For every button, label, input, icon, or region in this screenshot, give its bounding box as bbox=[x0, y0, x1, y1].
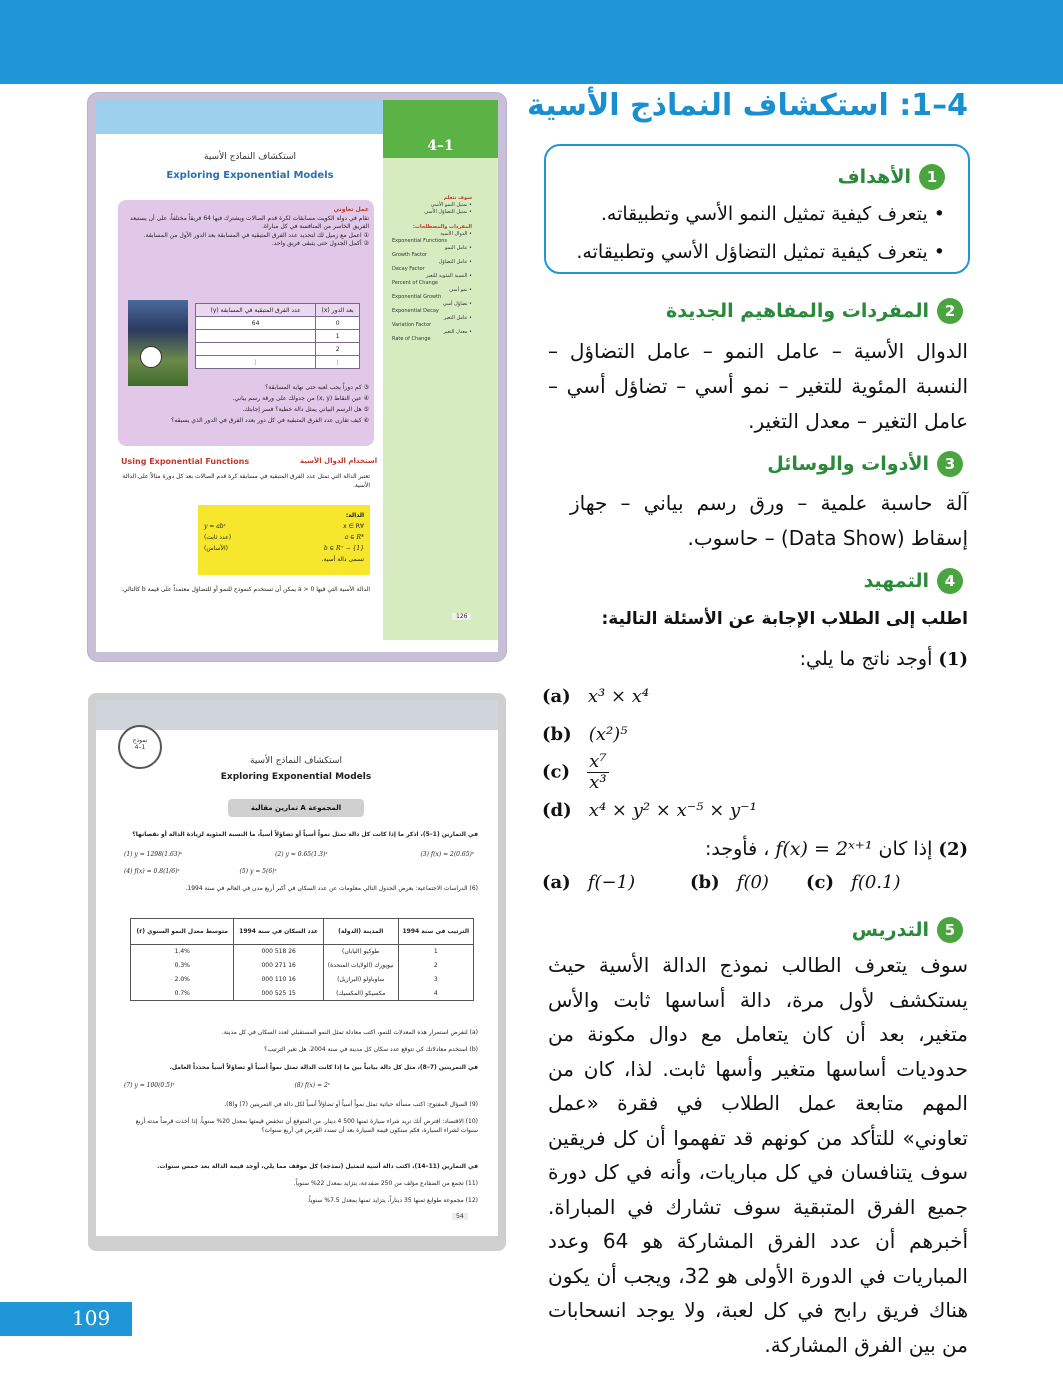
table-cell: 2.0% bbox=[131, 973, 234, 987]
q2-part-b bbox=[690, 872, 769, 893]
page-number: 109 bbox=[72, 1306, 111, 1330]
definition-heading: الدالة: bbox=[345, 512, 364, 519]
thumbnail-title-ar: استكشاف النماذج الأسية bbox=[250, 756, 342, 766]
table-header: عدد الفرق المتبقية في المسابقة (y) bbox=[196, 304, 316, 317]
teaching-text: سوف يتعرف الطالب نموذج الدالة الأسية حيث يستكشف لأول مرة، دالة أساسها ثابت والأس متغير، بعد أن كان يتعامل مع دوال مكونة من حدوديات أساسها متغير وأسها ثابت. لذا، كان من المهم متابعة عمل الطلاب في فقرة «عمل تعاوني» للتأكد من كونهم قد تفهموا أن كل فريقين سوف يتنافسان في كل مباريات، وأنه في كل دورة جميع الفرق المتبقية سوف تشارك في المباراة. أخبرهم أن عدد الفرق المشاركة هو 64 وعدد المباريات في الدورة الأولى هو 32، ويجب أن يكون هناك فريق رابح في كل لعبة، ولا يوجد انسحابات من بين الفرق المشاركة. bbox=[548, 953, 969, 1357]
subheading-en: Using Exponential Functions bbox=[121, 457, 250, 466]
section-title: الأهداف bbox=[837, 166, 911, 188]
table-cell bbox=[196, 343, 316, 356]
table-header: بعد الدور (x) bbox=[316, 304, 360, 317]
definition-row bbox=[204, 543, 364, 554]
exercise-row bbox=[124, 1082, 474, 1089]
sidebar-item-text: تمثيل النمو الأسي bbox=[430, 202, 468, 208]
vocab-en: Exponential Decay bbox=[392, 308, 439, 314]
thumbnail-page-number: 54 bbox=[452, 1213, 468, 1220]
vocab-ar: تضاؤل أسي bbox=[442, 301, 468, 307]
exercise-text: (a) لنفرض استمرار هذه المعدلات للنمو، اكتب معادلة تمثل النمو المستقبلي لعدد السكان في كل مدينة. bbox=[221, 1029, 478, 1036]
section-title: التمهيد bbox=[863, 570, 929, 592]
badge-label: نموذج bbox=[132, 737, 148, 744]
q1-part-b bbox=[542, 724, 627, 745]
page-title bbox=[527, 88, 968, 123]
part-label: (c) bbox=[542, 761, 570, 783]
table-cell: مكسيكو (المكسيك) bbox=[323, 987, 398, 1001]
denominator: x³ bbox=[589, 772, 607, 793]
exercise-text: (12) مجموعة طوابع ثمنها 35 ديناراً، يتزايد ثمنها بمعدل 7.5% سنوياً. bbox=[307, 1197, 478, 1204]
exercise-text: (b) استخدم معادلاتك كي تتوقع عدد سكان كل مدينة في سنة 2004. هل تغير الترتيب؟ bbox=[264, 1046, 478, 1053]
badge-number: 4–1 bbox=[134, 744, 146, 751]
sidebar-item-text: تمثيل التضاؤل الأسي bbox=[424, 209, 468, 215]
exercise-text: (11) تجمع من الضفادع مؤلف من 250 ضفدعة، يتزايد بمعدل 22% سنوياً. bbox=[293, 1180, 478, 1187]
section-number-badge: 2 bbox=[937, 298, 963, 324]
exercise-item: (1) y = 1298(1.63)ˣ bbox=[124, 851, 183, 858]
table-cell: 0 bbox=[316, 317, 360, 330]
vocab-ar: عامل التغير bbox=[443, 315, 468, 321]
part-label: (a) bbox=[542, 686, 571, 707]
thumbnail-title-en: Exploring Exponential Models bbox=[166, 170, 334, 181]
vocab-entry: • معدل التغير Rate of Change bbox=[392, 329, 472, 342]
population-table bbox=[130, 918, 474, 1001]
table-header: متوسط معدل النمو السنوي (r) bbox=[131, 919, 234, 945]
vocab-entry: • عامل النمو Growth Factor bbox=[392, 245, 472, 258]
vocab-ar: عامل النمو bbox=[444, 245, 468, 251]
table-row bbox=[196, 343, 360, 356]
section-number-badge: 3 bbox=[937, 451, 963, 477]
football-players-photo bbox=[128, 300, 188, 386]
part-label: (a) bbox=[542, 872, 571, 893]
exercise-item: (7) y = 100(0.5)ˣ bbox=[124, 1082, 175, 1089]
definition-row bbox=[204, 532, 364, 543]
question-text: إذا كان bbox=[878, 838, 933, 860]
exercise-item: (3) f(x) = 2(0.65)ˣ bbox=[420, 851, 474, 858]
vocab-en: Exponential Functions bbox=[392, 238, 448, 244]
q1-part-a bbox=[542, 686, 649, 707]
sidebar-heading: سوف تتعلم bbox=[443, 195, 472, 201]
q1-part-d bbox=[542, 800, 757, 821]
exercise-row bbox=[124, 868, 474, 875]
vocab-entry: • نمو أسي Exponential Growth bbox=[392, 287, 472, 300]
sidebar-item: • تمثيل التضاؤل الأسي bbox=[424, 209, 472, 215]
vocab-ar: معدل التغير bbox=[443, 329, 468, 335]
section-number-badge: 1 bbox=[919, 164, 945, 190]
cooperative-work-text bbox=[124, 206, 369, 249]
table-cell: ⋮ bbox=[196, 356, 316, 369]
table-header-row bbox=[131, 919, 474, 945]
part-label: (b) bbox=[542, 724, 572, 745]
fraction bbox=[587, 752, 608, 793]
table-row bbox=[196, 317, 360, 330]
model-badge bbox=[118, 725, 162, 769]
math-expression: x³ × x⁴ bbox=[587, 686, 650, 707]
teaching-heading bbox=[852, 917, 963, 943]
table-cell: ساوباولو (البرازيل) bbox=[323, 973, 398, 987]
question-text: أوجد ناتج ما يلي: bbox=[799, 648, 933, 670]
definition-cell: y = abˣ bbox=[204, 523, 226, 530]
table-cell: 3 bbox=[398, 973, 473, 987]
vocab-entry: • عامل التضاؤل Decay Factor bbox=[392, 259, 472, 272]
table-cell: 1 bbox=[398, 945, 473, 959]
sidebar-heading: المفردات والمصطلحات: bbox=[412, 224, 472, 230]
table-row bbox=[131, 987, 474, 1001]
vocab-ar: نمو أسي bbox=[449, 287, 468, 293]
q1-part-c bbox=[542, 752, 609, 793]
vocab-en: Decay Factor bbox=[392, 266, 425, 272]
exercise-group-label: المجموعة A تمارين مقالية bbox=[228, 799, 364, 817]
exercise-instruction: في التمرينين (7–8)، مثل كل دالة بيانياً بين ما إذا كانت الدالة تمثل نمواً أسياً أو تضاؤلاً أسياً محدداً العامل. bbox=[169, 1064, 478, 1071]
exercise-item: (4) f(x) = 0.8(1/6)ˣ bbox=[124, 868, 180, 875]
exercise-item: (5) y = 5(6)ˣ bbox=[239, 868, 277, 875]
vocab-entry: • عامل التغير Variation Factor bbox=[392, 315, 472, 328]
question-label: (1) bbox=[938, 649, 968, 670]
thumbnail-page-number: 126 bbox=[452, 613, 471, 620]
page-number-tab bbox=[0, 1302, 132, 1336]
tournament-table bbox=[195, 303, 360, 369]
thumbnail-header-bar bbox=[96, 700, 498, 730]
math-expression: f(0.1) bbox=[851, 872, 901, 893]
definition-cell: a ∈ R* bbox=[344, 534, 364, 541]
table-cell: طوكيو (اليابان) bbox=[323, 945, 398, 959]
table-cell: 4 bbox=[398, 987, 473, 1001]
coop-question: ② أكمل الجدول حتى يتبقى فريق واحد. bbox=[271, 240, 369, 247]
question-text: ، فأوجد: bbox=[705, 838, 770, 860]
q2-part-c bbox=[806, 872, 901, 893]
coop-heading: عمل تعاوني bbox=[333, 206, 369, 213]
exercise-text: (10) الاقتصاد: افترض أنك تريد شراء سيارة ثمنها 500 4 دينار. من المتوقع أن تنخفض قيمتها بمعدل 20% سنوياً. إذا أخذت قرضاً مدته أربع سنوات لشراء السيارة، فكم ستكون قيمة السيارة بعد أن تسدد القرض في أربع سنوات؟ bbox=[135, 1118, 478, 1134]
math-expression: f(x) = 2ˣ⁺¹ bbox=[775, 838, 873, 860]
math-expression: f(0) bbox=[736, 872, 769, 893]
vocab-en: Growth Factor bbox=[392, 252, 427, 258]
definition-cell: تسمى دالة أسية. bbox=[321, 556, 364, 563]
vocab-en: Exponential Growth bbox=[392, 294, 442, 300]
coop-paragraph: تقام في دولة الكويت مسابقات لكرة قدم الصالات ويشترك فيها 64 فريقاً مختلفاً، على أن يستبعد الفريق الخاسر من المنافسة في كل مباراة. bbox=[130, 214, 369, 230]
table-header: الترتيب في سنة 1994 bbox=[398, 919, 473, 945]
tools-text: آلة حاسبة علمية – ورق رسم بياني – جهاز إسقاط (Data Show) – حاسوب. bbox=[570, 491, 968, 550]
question-line: ⑤ هل الرسم البياني يمثل دالة خطية؟ فسر إجابتك. bbox=[242, 406, 369, 413]
math-expression: (x²)⁵ bbox=[588, 724, 628, 745]
table-row bbox=[131, 959, 474, 973]
math-expression: x⁴ × y² × x⁻⁵ × y⁻¹ bbox=[588, 800, 757, 821]
definition-row bbox=[204, 554, 364, 565]
vocab-heading bbox=[666, 298, 963, 324]
vocab-ar: النسبة المئوية للتغير bbox=[425, 273, 468, 279]
question-line: ③ كم دوراً يجب لعبه حتى نهاية المسابقة؟ bbox=[265, 384, 369, 391]
question-line: ④ عين النقاط (x, y) من جدولك على ورقة رسم بياني. bbox=[232, 395, 369, 402]
intro-instruction: اطلب إلى الطلاب الإجابة عن الأسئلة التالية: bbox=[601, 609, 968, 629]
table-cell: 16 271 000 bbox=[234, 959, 323, 973]
table-cell bbox=[196, 330, 316, 343]
table-row bbox=[131, 973, 474, 987]
coop-question: ① اعمل مع زميل لك لتحديد عدد الفرق المتبقية في المسابقة بعد الدور الأول من المسابقة. bbox=[143, 231, 369, 239]
objective-item: • يتعرف كيفية تمثيل التضاؤل الأسي وتطبيقاته. bbox=[576, 241, 945, 263]
table-cell: 0.3% bbox=[131, 959, 234, 973]
table-cell: 2 bbox=[398, 959, 473, 973]
exercise-item: (8) f(x) = 2ˣ bbox=[294, 1082, 330, 1089]
question-label: (2) bbox=[938, 839, 968, 860]
table-cell: 2 bbox=[316, 343, 360, 356]
section-title: الأدوات والوسائل bbox=[767, 453, 929, 475]
definition-cell: b ∈ R⁺ − {1} bbox=[323, 545, 364, 552]
question-2 bbox=[705, 838, 968, 860]
objective-item: • يتعرف كيفية تمثيل النمو الأسي وتطبيقاته. bbox=[600, 203, 945, 225]
vocab-ar: الدوال الأسية bbox=[440, 231, 468, 237]
exercise-instruction: في التمارين (11–14)، اكتب دالة أسية لتمثيل (نمذجة) كل موقف مما يلي، أوجد قيمة الدالة بعد خمس سنوات. bbox=[157, 1163, 478, 1170]
thumbnail-header-bar bbox=[96, 100, 383, 134]
thumbnail-questions bbox=[124, 382, 369, 426]
thumbnail-lesson-tab: 4–1 bbox=[383, 100, 498, 158]
table-cell: 26 518 000 bbox=[234, 945, 323, 959]
vocab-entry: • الدوال الأسية Exponential Functions bbox=[392, 231, 472, 244]
math-expression: f(−1) bbox=[587, 872, 636, 893]
table-cell: 0.7% bbox=[131, 987, 234, 1001]
subheading-ar: استخدام الدوال الأسية bbox=[300, 457, 378, 465]
definition-cell: (الأساس) bbox=[204, 545, 228, 552]
table-cell: 1.4% bbox=[131, 945, 234, 959]
section-number-badge: 5 bbox=[937, 917, 963, 943]
q2-part-a bbox=[542, 872, 635, 893]
vocab-text: الدوال الأسية – عامل النمو – عامل التضاؤل – النسبة المئوية للتغير – نمو أسي – تضاؤل أسي – عامل التغير – معدل التغير. bbox=[548, 339, 968, 433]
sidebar-item: • تمثيل النمو الأسي bbox=[430, 202, 472, 208]
vocab-en: Rate of Change bbox=[392, 336, 431, 342]
top-banner bbox=[0, 0, 1063, 84]
question-1 bbox=[800, 648, 968, 670]
intro-heading bbox=[864, 568, 963, 594]
vocab-entry: • النسبة المئوية للتغير Percent of Change bbox=[392, 273, 472, 286]
exercise-instruction: في التمارين (1–5)، اذكر ما إذا كانت كل دالة تمثل نمواً أسياً أو تضاؤلاً أسياً، ما النسبة المئوية لزيادة الدالة أو نقصانها؟ bbox=[132, 831, 478, 838]
table-cell: 16 110 000 bbox=[234, 973, 323, 987]
football-icon bbox=[140, 346, 162, 368]
table-cell: 64 bbox=[196, 317, 316, 330]
numerator: x⁷ bbox=[589, 751, 607, 772]
thumbnail-paragraph: تعتبر الدالة التي تمثل عدد الفرق المتبقية في مسابقة كرة قدم الصالات بعد كل دورة مثالاً على الدالة الأسية. bbox=[122, 473, 370, 489]
table-header: عدد السكان في سنة 1994 bbox=[234, 919, 323, 945]
definition-cell: (عدد ثابت) bbox=[204, 534, 232, 541]
exercise-text: (6) الدراسات الاجتماعية: يعرض الجدول التالي معلومات عن عدد السكان في أكبر أربع مدن في العالم في سنة 1994. bbox=[185, 885, 478, 892]
section-title: المفردات والمفاهيم الجديدة bbox=[666, 300, 929, 322]
thumbnail-sidebar-text bbox=[392, 195, 472, 343]
lesson-title: استكشاف النماذج الأسية bbox=[527, 88, 889, 123]
vocab-ar: عامل التضاؤل bbox=[438, 259, 468, 265]
table-row bbox=[196, 330, 360, 343]
definition-row bbox=[204, 521, 364, 532]
definition-cell: ∀x ∈ R bbox=[343, 523, 364, 530]
objective-text: يتعرف كيفية تمثيل النمو الأسي وتطبيقاته. bbox=[600, 203, 928, 225]
definition-text bbox=[204, 510, 364, 565]
section-title: التدريس bbox=[851, 919, 929, 941]
table-header-row bbox=[196, 304, 360, 317]
thumbnail-title-ar: استكشاف النماذج الأسية bbox=[204, 152, 296, 162]
vocab-en: Variation Factor bbox=[392, 322, 432, 328]
table-cell: 15 525 000 bbox=[234, 987, 323, 1001]
objectives-heading bbox=[838, 164, 945, 190]
thumbnail-title-en: Exploring Exponential Models bbox=[220, 772, 372, 782]
vocab-en: Percent of Change bbox=[392, 280, 438, 286]
objective-text: يتعرف كيفية تمثيل التضاؤل الأسي وتطبيقاته. bbox=[576, 241, 928, 263]
table-row bbox=[131, 945, 474, 959]
part-label: (b) bbox=[690, 872, 720, 893]
thumbnail-sidebar bbox=[383, 100, 498, 640]
table-cell: ⋮ bbox=[316, 356, 360, 369]
table-row bbox=[196, 356, 360, 369]
exercise-row bbox=[124, 851, 474, 858]
part-label: (d) bbox=[542, 800, 572, 821]
tools-heading bbox=[767, 451, 963, 477]
table-cell: 1 bbox=[316, 330, 360, 343]
table-header: المدينة (الدولة) bbox=[323, 919, 398, 945]
table-cell: نيويورك (الولايات المتحدة) bbox=[323, 959, 398, 973]
exercise-item: (2) y = 0.65(1.3)ˣ bbox=[275, 851, 328, 858]
exercise-text: (9) السؤال المفتوح: اكتب مسألة حياتية تمثل نمواً أسياً أو تضاؤلاً أسياً لكل دالة في التمرينين (7) و(8). bbox=[224, 1101, 478, 1108]
question-line: ⑥ كيف تقارن عدد الفرق المتبقية في كل دور بعدد الفرق في الدور الذي يسبقه؟ bbox=[171, 417, 369, 424]
part-label: (c) bbox=[806, 872, 834, 893]
lesson-number: 4–1: bbox=[899, 88, 968, 123]
section-number-badge: 4 bbox=[937, 568, 963, 594]
thumbnail-paragraph: الدالة الأسية التي فيها a > 0 يمكن أن تستخدم كنموذج للنمو أو للتضاؤل معتمداً على قيمة b كالتالي: bbox=[120, 586, 370, 593]
vocab-entry: • تضاؤل أسي Exponential Decay bbox=[392, 301, 472, 314]
